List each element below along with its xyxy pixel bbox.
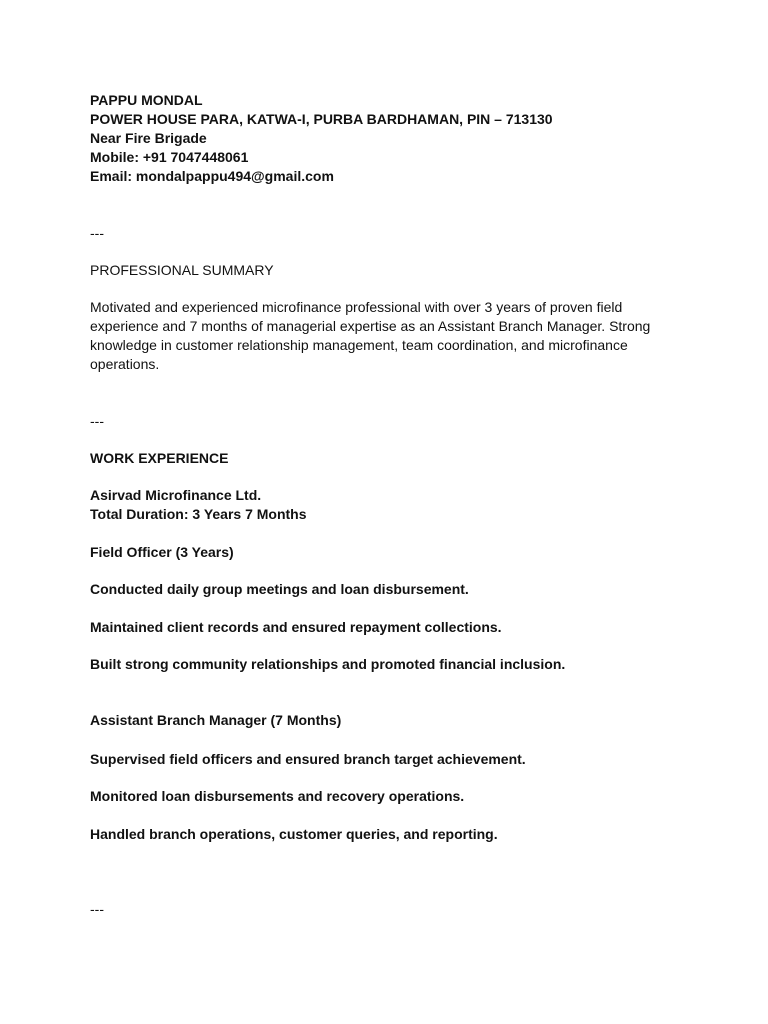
- section-separator: ---: [90, 901, 104, 917]
- summary-line: knowledge in customer relationship management, team coordination, and microfinance: [90, 337, 628, 353]
- candidate-mobile: Mobile: +91 7047448061: [90, 149, 249, 165]
- summary-line: Motivated and experienced microfinance professional with over 3 years of proven field: [90, 299, 623, 315]
- role-title: Assistant Branch Manager (7 Months): [90, 712, 342, 728]
- section-separator: ---: [90, 413, 104, 429]
- candidate-email: Email: mondalpappu494@gmail.com: [90, 168, 334, 184]
- role-duty: Supervised field officers and ensured branch target achievement.: [90, 751, 526, 767]
- role-duty: Handled branch operations, customer queries, and reporting.: [90, 826, 498, 842]
- experience-heading: WORK EXPERIENCE: [90, 450, 229, 466]
- section-separator: ---: [90, 225, 104, 241]
- company-name: Asirvad Microfinance Ltd.: [90, 487, 262, 503]
- candidate-name: PAPPU MONDAL: [90, 92, 203, 108]
- role-title: Field Officer (3 Years): [90, 544, 234, 560]
- summary-line: operations.: [90, 356, 160, 372]
- role-duty: Maintained client records and ensured repayment collections.: [90, 619, 502, 635]
- total-duration: Total Duration: 3 Years 7 Months: [90, 506, 307, 522]
- role-duty: Conducted daily group meetings and loan disbursement.: [90, 581, 469, 597]
- summary-heading: PROFESSIONAL SUMMARY: [90, 262, 274, 278]
- role-duty: Built strong community relationships and promoted financial inclusion.: [90, 656, 566, 672]
- summary-line: experience and 7 months of managerial expertise as an Assistant Branch Manager. Strong: [90, 318, 651, 334]
- candidate-landmark: Near Fire Brigade: [90, 130, 207, 146]
- candidate-address: POWER HOUSE PARA, KATWA-I, PURBA BARDHAMAN, PIN – 713130: [90, 111, 553, 127]
- role-duty: Monitored loan disbursements and recovery operations.: [90, 788, 465, 804]
